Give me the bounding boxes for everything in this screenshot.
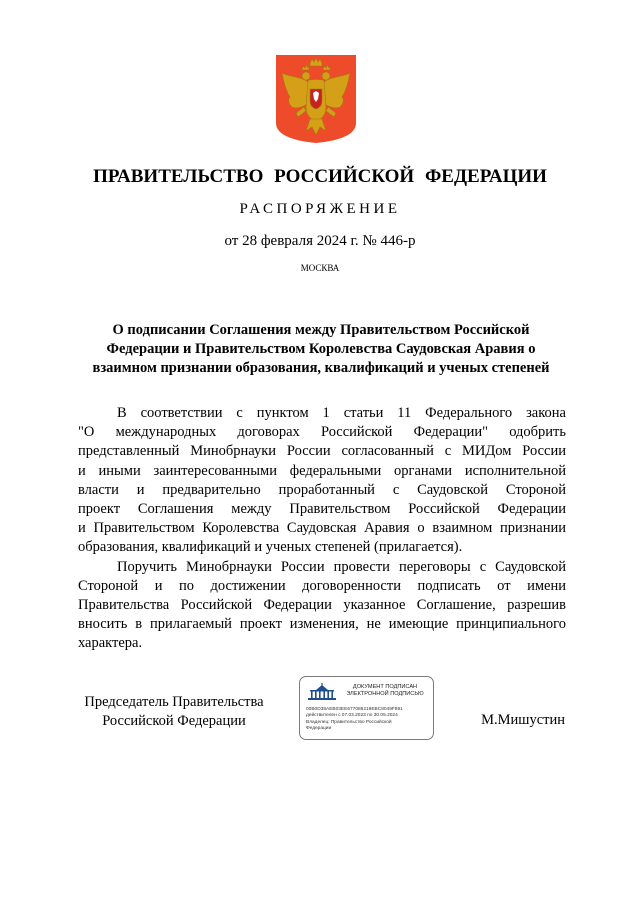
certificate-number: 00B0D38AEB03EE677086219EBC8049F891 — [306, 707, 403, 712]
certificate-owner: Федерации — [306, 726, 332, 732]
body-line: представленный Минобрнауки России согласованный с МИДом России — [78, 443, 566, 460]
subject-line: Федерации и Правительством Королевства Саудовская Аравия о — [106, 341, 536, 357]
document-city: МОСКВА — [300, 263, 340, 273]
subject-line: О подписании Соглашения между Правительством Российской — [112, 322, 530, 338]
body-line: Поручить Минобрнауки России провести переговоры с Саудовской — [117, 558, 566, 575]
signer-name: М.Мишустин — [481, 712, 565, 728]
body-line: власти и предварительно проработанный с Саудовской Стороной — [78, 481, 566, 498]
electronic-signature-stamp — [299, 676, 434, 740]
body-line: образования, квалификаций и ученых степеней (прилагается). — [78, 539, 463, 556]
body-line: проект Соглашения между Правительством Российской Федерации — [78, 500, 566, 517]
body-line: и Правительством Королевства Саудовская Аравия о взаимном признании — [78, 520, 566, 537]
certificate-validity: действителен с 07.03.2023 по 30.05.2024 — [306, 713, 398, 719]
body-line: Правительства Российской Федерации указанное Соглашение, разрешив — [78, 596, 566, 613]
document-body — [78, 404, 566, 653]
body-line: и иными заинтересованными федеральными органами исполнительной — [78, 462, 566, 479]
signer-position — [60, 693, 288, 731]
body-line: Стороной и по достижении договоренности подписать от имени — [78, 577, 566, 594]
body-line: характера. — [78, 635, 143, 652]
stamp-title-line: ЭЛЕКТРОННОЙ ПОДПИСЬЮ — [346, 691, 424, 697]
coat-of-arms-emblem — [276, 55, 356, 143]
document-subject — [78, 321, 564, 378]
government-building-icon — [306, 683, 338, 701]
subject-line: взаимном признании образования, квалификаций и ученых степеней — [92, 360, 550, 376]
signer-position-line: Российской Федерации — [102, 713, 246, 729]
document-type: РАСПОРЯЖЕНИЕ — [239, 201, 401, 217]
body-line: В соответствии с пунктом 1 статьи 11 Федерального закона — [117, 405, 566, 421]
document-date-number: от 28 февраля 2024 г. № 446-р — [224, 233, 416, 249]
stamp-title-line: ДОКУМЕНТ ПОДПИСАН — [352, 684, 418, 690]
stamp-title — [338, 684, 432, 698]
signer-position-line: Председатель Правительства — [84, 694, 264, 710]
body-line: вносить в прилагаемый проект изменения, не имеющие принципиального — [78, 616, 566, 633]
stamp-details — [306, 707, 403, 733]
government-title: ПРАВИТЕЛЬСТВО РОССИЙСКОЙ ФЕДЕРАЦИИ — [93, 166, 547, 187]
body-line: "О международных договорах Российской Федерации" одобрить — [78, 424, 566, 441]
certificate-owner: Владелец: Правительство Российской — [306, 719, 392, 725]
